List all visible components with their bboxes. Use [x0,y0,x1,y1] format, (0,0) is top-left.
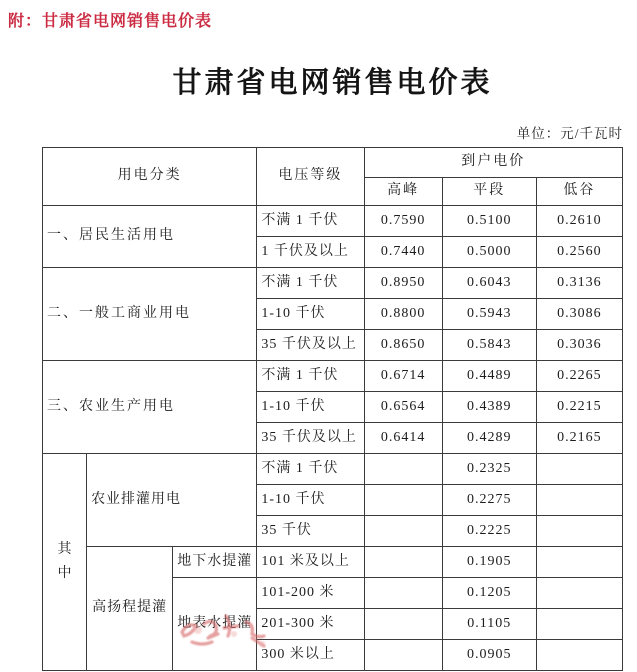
flat-price: 0.5000 [442,237,536,268]
voltage-cell: 35 千伏及以上 [257,330,364,361]
unit-note: 单位：元/千瓦时 [516,126,623,141]
valley-price-empty [536,609,622,640]
header-row-1 [43,148,623,178]
flat-price: 0.2225 [442,516,536,547]
flat-price: 0.4389 [442,392,536,423]
peak-price-empty [364,485,442,516]
peak-price-empty [364,516,442,547]
voltage-cell: 不满 1 千伏 [257,454,364,485]
range-cell: 101-200 米 [257,578,364,609]
flat-price: 0.5843 [442,330,536,361]
peak-price: 0.6714 [364,361,442,392]
attachment-heading: 附：甘肃省电网销售电价表 [8,13,213,30]
peak-price-empty [364,547,442,578]
valley-price-empty [536,454,622,485]
range-cell: 201-300 米 [257,609,364,640]
peak-price-empty [364,454,442,485]
subcategory-surface-water: 地表水提灌 [173,578,257,671]
flat-price: 0.5943 [442,299,536,330]
header-voltage-level: 电压等级 [257,148,364,206]
table-row [43,454,623,485]
flat-price: 0.2325 [442,454,536,485]
header-flat: 平段 [442,178,536,206]
flat-price: 0.1905 [442,547,536,578]
flat-price: 0.5100 [442,206,536,237]
valley-price: 0.2560 [536,237,622,268]
voltage-cell: 35 千伏 [257,516,364,547]
page-title: 甘肃省电网销售电价表 [172,67,493,99]
flat-price: 0.4489 [442,361,536,392]
subcategory-groundwater: 地下水提灌 [173,547,257,578]
among-which-label: 其中 [43,454,87,671]
valley-price: 0.2610 [536,206,622,237]
valley-price: 0.2215 [536,392,622,423]
range-cell: 300 米以上 [257,640,364,671]
voltage-cell: 1-10 千伏 [257,485,364,516]
header-peak: 高峰 [364,178,442,206]
table-row [43,206,623,237]
peak-price: 0.8800 [364,299,442,330]
valley-price: 0.3086 [536,299,622,330]
peak-price-empty [364,640,442,671]
category-agriculture: 三、农业生产用电 [43,361,257,454]
header-price-group: 到户电价 [364,148,622,178]
category-commercial: 二、一般工商业用电 [43,268,257,361]
peak-price: 0.7590 [364,206,442,237]
voltage-cell: 1 千伏及以上 [257,237,364,268]
valley-price-empty [536,516,622,547]
range-cell: 101 米及以上 [257,547,364,578]
valley-price-empty [536,547,622,578]
peak-price: 0.6414 [364,423,442,454]
valley-price-empty [536,485,622,516]
header-usage-category: 用电分类 [43,148,257,206]
flat-price: 0.2275 [442,485,536,516]
valley-price: 0.3136 [536,268,622,299]
peak-price-empty [364,609,442,640]
electricity-price-table [42,147,623,671]
peak-price: 0.8650 [364,330,442,361]
voltage-cell: 不满 1 千伏 [257,206,364,237]
category-high-lift: 高扬程提灌 [87,547,173,671]
flat-price: 0.1205 [442,578,536,609]
peak-price: 0.6564 [364,392,442,423]
flat-price: 0.0905 [442,640,536,671]
table-row [43,268,623,299]
voltage-cell: 1-10 千伏 [257,299,364,330]
voltage-cell: 1-10 千伏 [257,392,364,423]
voltage-cell: 不满 1 千伏 [257,268,364,299]
valley-price-empty [536,578,622,609]
valley-price: 0.2265 [536,361,622,392]
flat-price: 0.4289 [442,423,536,454]
flat-price: 0.1105 [442,609,536,640]
peak-price-empty [364,578,442,609]
category-residential: 一、居民生活用电 [43,206,257,268]
category-irrigation: 农业排灌用电 [87,454,257,547]
peak-price: 0.8950 [364,268,442,299]
header-valley: 低谷 [536,178,622,206]
peak-price: 0.7440 [364,237,442,268]
valley-price-empty [536,640,622,671]
voltage-cell: 35 千伏及以上 [257,423,364,454]
voltage-cell: 不满 1 千伏 [257,361,364,392]
table-row [43,547,623,578]
flat-price: 0.6043 [442,268,536,299]
valley-price: 0.2165 [536,423,622,454]
valley-price: 0.3036 [536,330,622,361]
table-row [43,361,623,392]
